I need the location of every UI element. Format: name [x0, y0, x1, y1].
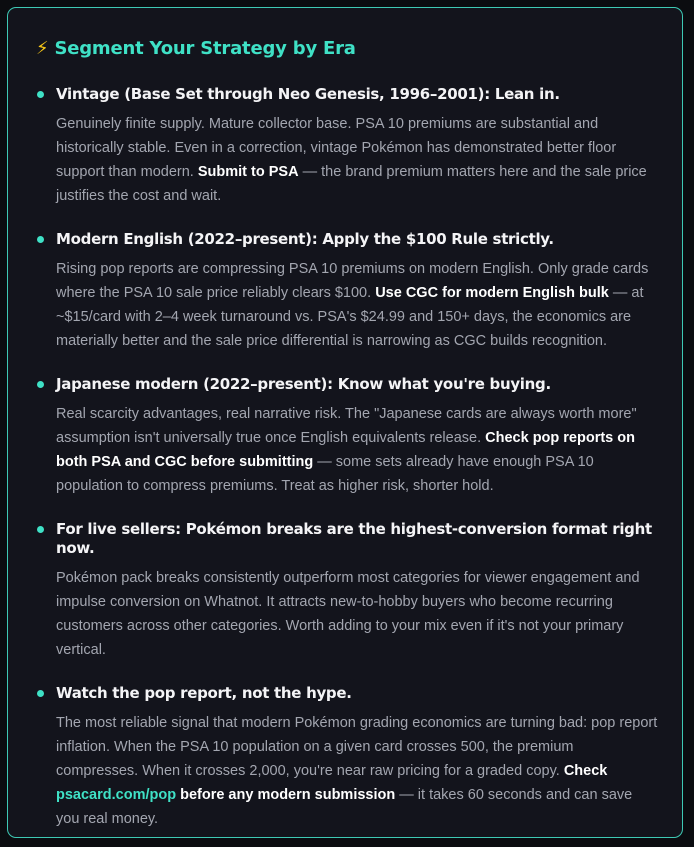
bullet-dot-icon: [37, 236, 44, 243]
emphasis-text: Submit to PSA: [197, 164, 299, 180]
section-title: Segment Your Strategy by Era: [54, 38, 356, 59]
list-item-modern-english: [36, 230, 658, 353]
list-item-live-sellers: [36, 520, 658, 662]
lightning-icon: ⚡: [36, 38, 49, 59]
bullet-dot-icon: [37, 381, 44, 388]
item-body: Rising pop reports are compressing PSA 10 premiums on modern English. Only grade cards where the PSA 10 sale price reliably clears $100. Use CGC for modern English bulk — at ~$15/card with 2–4 week turnaround vs. PSA's $24.99 and 150+ days, the economics are materially better and the sale price differential is narrowing as CGC builds recognition.: [56, 261, 649, 349]
emphasis-text: Check: [563, 763, 608, 779]
emphasis-text: before any modern submission: [180, 787, 396, 803]
item-title: Watch the pop report, not the hype.: [56, 684, 352, 702]
emphasis-text: Check pop reports on both PSA and CGC before submitting: [56, 430, 635, 470]
item-title: Vintage (Base Set through Neo Genesis, 1996–2001): Lean in.: [56, 85, 560, 103]
list-item-japanese-modern: [36, 375, 658, 498]
bullet-dot-icon: [37, 526, 44, 533]
strategy-card: [7, 7, 683, 838]
bullet-dot-icon: [37, 690, 44, 697]
psacard-pop-link[interactable]: psacard.com/pop: [56, 787, 177, 803]
item-body: Pokémon pack breaks consistently outperform most categories for viewer engagement and impulse conversion on Whatnot. It attracts new-to-hobby buyers who become recurring customers across other categories. Worth adding to your mix even if it's not your primary vertical.: [56, 570, 640, 658]
item-title: Japanese modern (2022–present): Know what you're buying.: [56, 375, 551, 393]
list-item-pop-report: [36, 684, 658, 831]
list-item-vintage: [36, 85, 658, 208]
section-heading: [36, 38, 658, 59]
item-title: For live sellers: Pokémon breaks are the highest-conversion format right now.: [56, 520, 652, 557]
strategy-list: [36, 85, 658, 831]
item-body: The most reliable signal that modern Pokémon grading economics are turning bad: pop report inflation. When the PSA 10 population on a given card crosses 500, the premium compresses. When it crosses 2,000, you're near raw pricing for a graded copy. Check psacard.com/pop before any modern submission — it takes 60 seconds and can save you real money.: [56, 715, 658, 827]
item-body: Real scarcity advantages, real narrative risk. The "Japanese cards are always worth more" assumption isn't universally true once English equivalents release. Check pop reports on both PSA and CGC before submitting — some sets already have enough PSA 10 population to compress premiums. Treat as higher risk, shorter hold.: [56, 406, 637, 494]
bullet-dot-icon: [37, 91, 44, 98]
item-title: Modern English (2022–present): Apply the $100 Rule strictly.: [56, 230, 554, 248]
emphasis-text: Use CGC for modern English bulk: [375, 285, 609, 301]
item-body: Genuinely finite supply. Mature collector base. PSA 10 premiums are substantial and historically stable. Even in a correction, vintage Pokémon has demonstrated better floor support than modern. Submit to PSA — the brand premium matters here and the sale price justifies the cost and wait.: [56, 116, 647, 204]
